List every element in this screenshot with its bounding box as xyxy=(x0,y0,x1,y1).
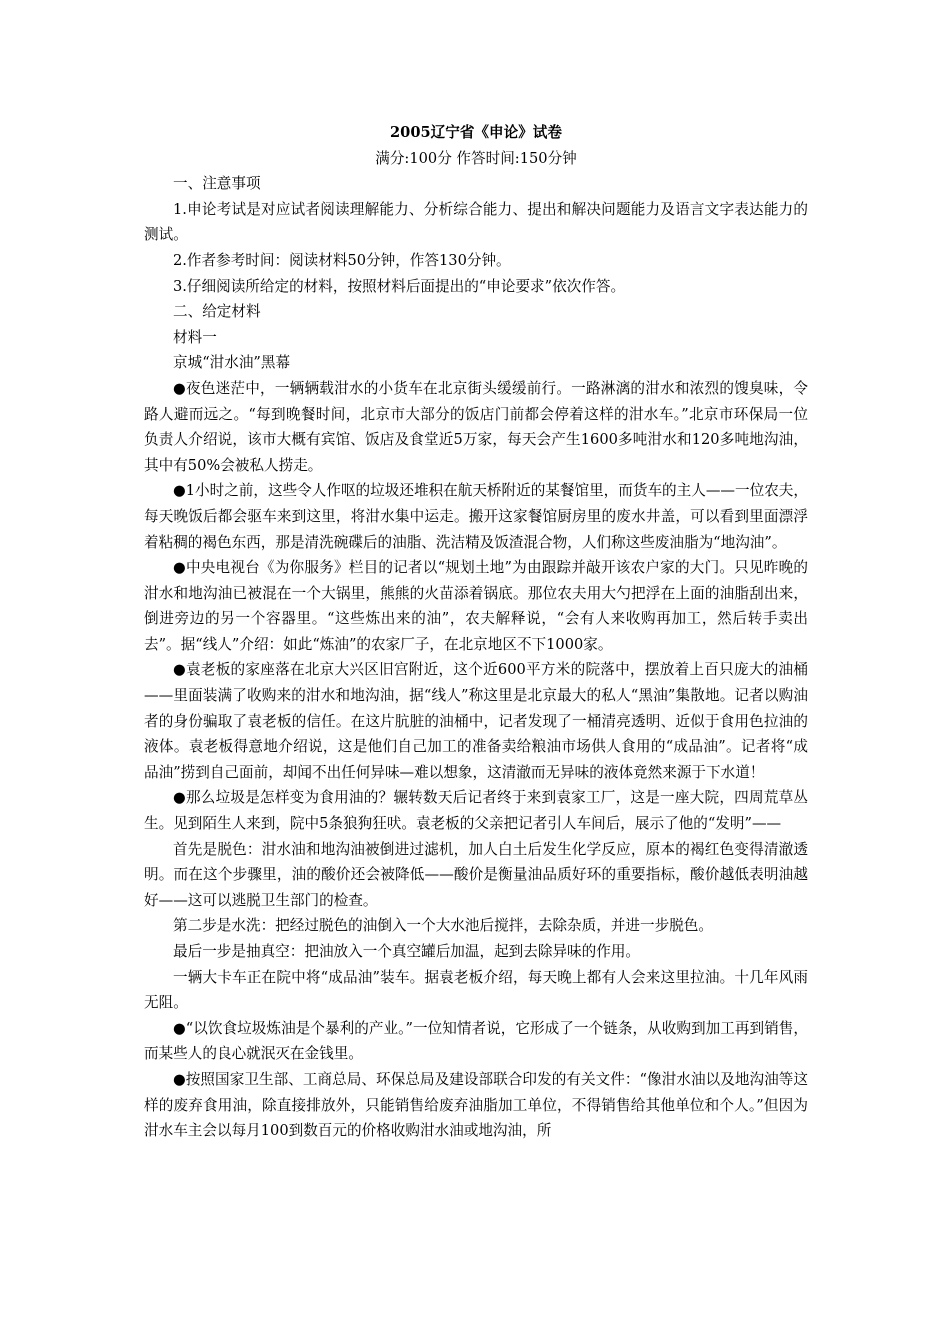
document-page xyxy=(144,120,808,1144)
article-paragraph: ●中央电视台《为你服务》栏目的记者以“规划土地”为由跟踪并敲开该农户家的大门。只见昨晚的泔水和地沟油已被混在一个大锅里，熊熊的火苗添着锅底。那位农夫用大勺把浮在上面的油脂刮出来，倒进旁边的另一个容器里。“这些炼出来的油”，农夫解释说，“会有人来收购再加工，然后转手卖出去”。据“线人”介绍：如此“炼油”的农家厂子，在北京地区不下1000家。 xyxy=(144,559,808,653)
note-item: 2.作者参考时间：阅读材料50分钟，作答130分钟。 xyxy=(173,251,511,269)
document-title: 2005辽宁省《申论》试卷 xyxy=(390,124,562,141)
note-item: 1.申论考试是对应试者阅读理解能力、分析综合能力、提出和解决问题能力及语言文字表达能力的测试。 xyxy=(144,200,808,244)
article-paragraph: 首先是脱色：泔水油和地沟油被倒进过滤机，加人白土后发生化学反应，原本的褐红色变得清澈透明。而在这个步骤里，油的酸价还会被降低——酸价是衡量油品质好环的重要指标，酸价越低表明油越好——这可以逃脱卫生部门的检查。 xyxy=(144,840,808,909)
section-heading-notes: 一、注意事项 xyxy=(173,175,261,193)
document-subtitle: 满分:100分 作答时间:150分钟 xyxy=(375,149,577,167)
note-item: 3.仔细阅读所给定的材料，按照材料后面提出的“申论要求”依次作答。 xyxy=(173,277,626,295)
article-paragraph: 最后一步是抽真空：把油放入一个真空罐后加温，起到去除异味的作用。 xyxy=(173,943,641,960)
article-paragraph: ●那么垃圾是怎样变为食用油的？辗转数天后记者终于来到袁家工厂，这是一座大院，四周荒草丛生。见到陌生人来到，院中5条狼狗狂吠。袁老板的父亲把记者引人车间后，展示了他的“发明”—— xyxy=(144,789,808,833)
article-title: 京城“泔水油”黑幕 xyxy=(173,354,291,372)
material-label: 材料一 xyxy=(173,328,217,346)
article-paragraph: ●袁老板的家座落在北京大兴区旧宫附近，这个近600平方米的院落中，摆放着上百只庞大的油桶——里面装满了收购来的泔水和地沟油，据“线人”称这里是北京最大的私人“黑油”集散地。记者以购油者的身份骗取了袁老板的信任。在这片肮脏的油桶中，记者发现了一桶清亮透明、近似于食用色拉油的液体。袁老板得意地介绍说，这是他们自己加工的准备卖给粮油市场供人食用的“成品油”。记者将“成品油”捞到自己面前，却闻不出任何异味—难以想象，这清澈而无异味的液体竟然来源于下水道！ xyxy=(144,661,808,781)
article-paragraph: ●1小时之前，这些令人作呕的垃圾还堆积在航天桥附近的某餐馆里，而货车的主人——一位农夫，每天晚饭后都会驱车来到这里，将泔水集中运走。搬开这家餐馆厨房里的废水井盖，可以看到里面漂浮着粘稠的褐色东西，那是清洗碗碟后的油脂、洗洁精及饭渣混合物，人们称这些废油脂为“地沟油”。 xyxy=(144,482,808,551)
article-paragraph: ●“以饮食垃圾炼油是个暴利的产业。”一位知情者说，它形成了一个链条，从收购到加工再到销售，而某些人的良心就泯灭在金钱里。 xyxy=(144,1019,808,1063)
section-heading-materials: 二、给定材料 xyxy=(173,303,261,321)
article-paragraph: ●夜色迷茫中，一辆辆载泔水的小货车在北京街头缓缓前行。一路淋漓的泔水和浓烈的馊臭味，令路人避而远之。“每到晚餐时间，北京市大部分的饭店门前都会停着这样的泔水车。”北京市环保局一位负责人介绍说，该市大概有宾馆、饭店及食堂近5万家，每天会产生1600多吨泔水和120多吨地沟油，其中有50%会被私人捞走。 xyxy=(144,379,808,474)
article-paragraph: 一辆大卡车正在院中将“成品油”装车。据袁老板介绍，每天晚上都有人会来这里拉油。十几年风雨无阻。 xyxy=(144,968,808,1012)
article-paragraph: 第二步是水洗：把经过脱色的油倒入一个大水池后搅拌，去除杂质，并进一步脱色。 xyxy=(173,917,713,935)
article-paragraph: ●按照国家卫生部、工商总局、环保总局及建设部联合印发的有关文件：“像泔水油以及地沟油等这样的废弃食用油，除直接排放外，只能销售给废弃油脂加工单位，不得销售给其他单位和个人。”但因为泔水车主会以每月100到数百元的价格收购泔水油或地沟油，所 xyxy=(144,1070,808,1140)
